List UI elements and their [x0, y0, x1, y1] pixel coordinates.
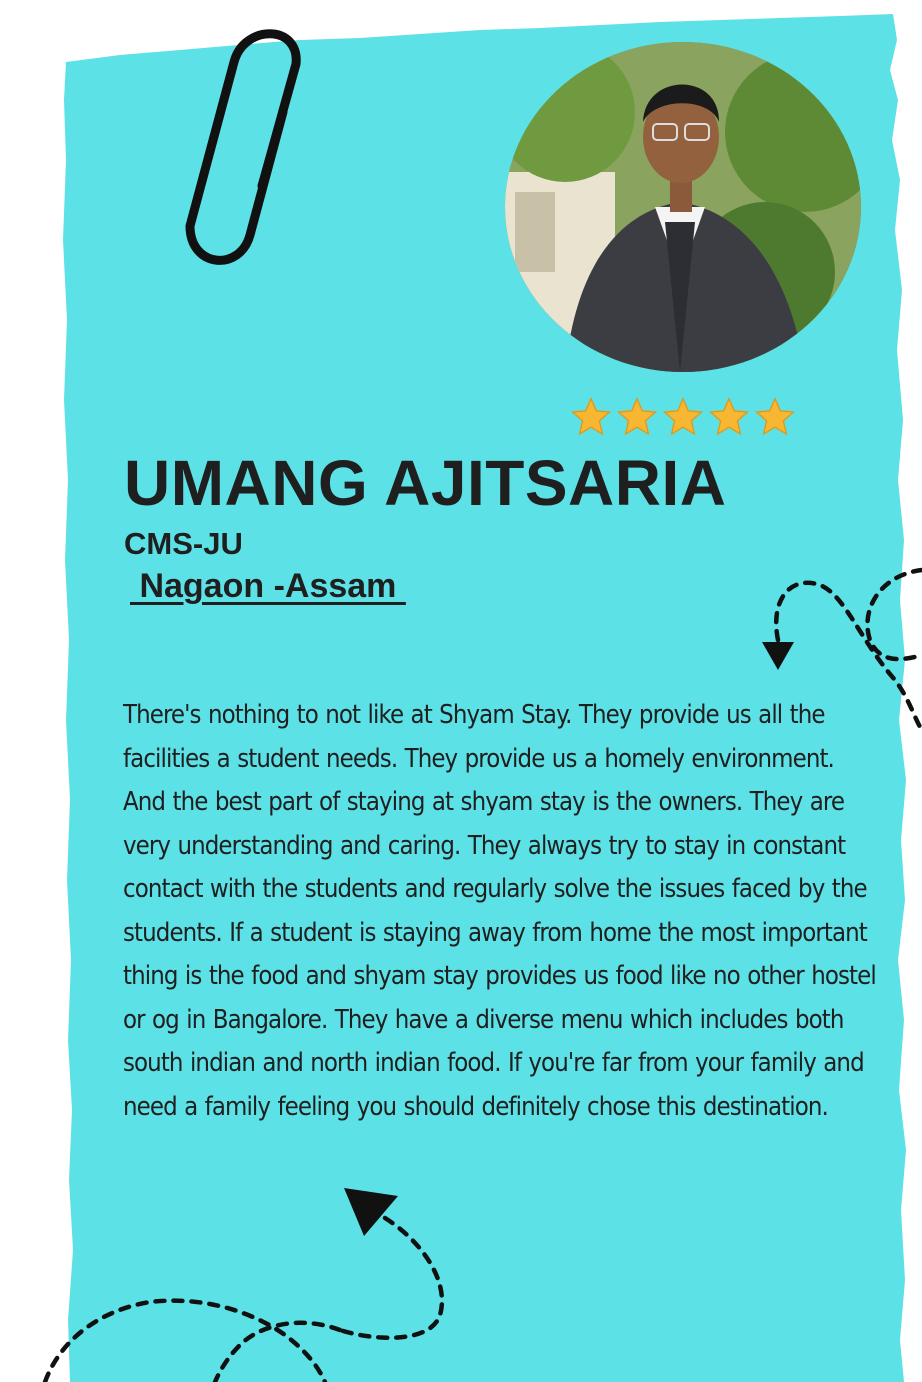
star-icon	[708, 396, 750, 438]
profile-photo	[505, 42, 861, 372]
reviewer-location: Nagaon -Assam	[130, 567, 406, 605]
star-icon	[570, 396, 612, 438]
rating-stars	[570, 396, 800, 440]
star-icon	[616, 396, 658, 438]
reviewer-name: UMANG AJITSARIA	[124, 447, 727, 519]
reviewer-college: CMS-JU	[124, 526, 243, 561]
star-icon	[754, 396, 796, 438]
review-text: There's nothing to not like at Shyam Stay. They provide us all the facilities a student needs. They provide us a homely environment. And the best part of staying at shyam stay is the owners. They are very understanding and caring. They always try to stay in constant contact with the students and regularly solve the issues faced by the students. If a student is staying away from home the most important thing is the food and shyam stay provides us food like no other hostel or og in Bangalore. They have a diverse menu which includes both south indian and north indian food. If you're far from your family and need a family feeling you should definitely chose this destination.	[123, 700, 876, 1122]
star-icon	[662, 396, 704, 438]
